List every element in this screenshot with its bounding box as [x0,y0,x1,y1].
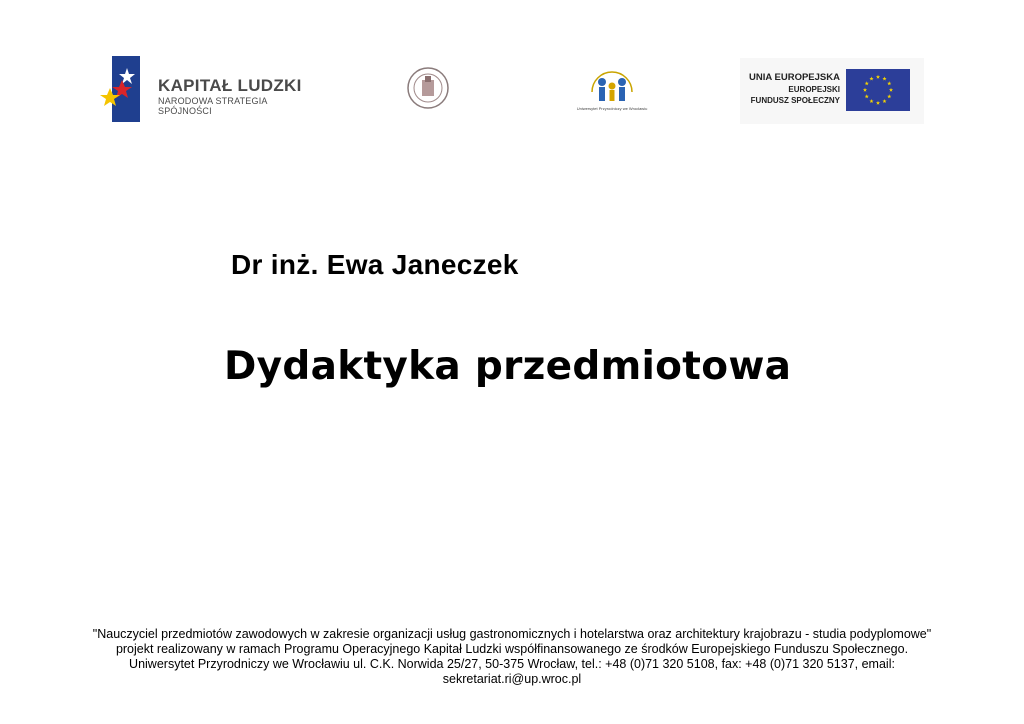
kapital-ludzki-subtitle: NARODOWA STRATEGIA SPÓJNOŚCI [158,96,268,116]
eu-logo [740,58,924,124]
footer-line-1: "Nauczyciel przedmiotów zawodowych w zakresie organizacji usług gastronomicznych i hotelarstwa oraz architektury krajobrazu - studia podyplomowe" [92,627,932,641]
eu-line1: UNIA EUROPEJSKA [749,72,840,83]
kapital-ludzki-title: KAPITAŁ LUDZKI [158,76,302,95]
footer [70,627,954,687]
author-name: Dr inż. Ewa Janeczek [231,249,519,280]
kapital-ludzki-stars-icon [100,54,152,124]
footer-line-2: projekt realizowany w ramach Programu Operacyjnego Kapitał Ludzki współfinansowanego ze środków Europejskiego Funduszu Społecznego. [115,642,909,656]
people-circle-icon [574,62,650,106]
eu-line3: FUNDUSZ SPOŁECZNY [750,96,840,105]
university-seal-icon [404,66,452,110]
kapital-ludzki-logo [100,54,310,124]
eu-line2: EUROPEJSKI [788,85,840,94]
page-title: Dydaktyka przedmiotowa [224,344,792,389]
university-seal-logo [404,66,452,110]
center-logo [574,62,650,116]
footer-line-3: Uniwersytet Przyrodniczy we Wrocławiu ul. C.K. Norwida 25/27, 50-375 Wrocław, tel.: +48 (0)71 320 5108, fax: +48 (0)71 320 5137, email: [129,657,895,671]
center-logo-caption: Uniwersytet Przyrodniczy we Wrocławiu [576,106,648,111]
footer-line-4: sekretariat.ri@up.wroc.pl [442,672,582,686]
eu-flag-icon [846,69,910,111]
